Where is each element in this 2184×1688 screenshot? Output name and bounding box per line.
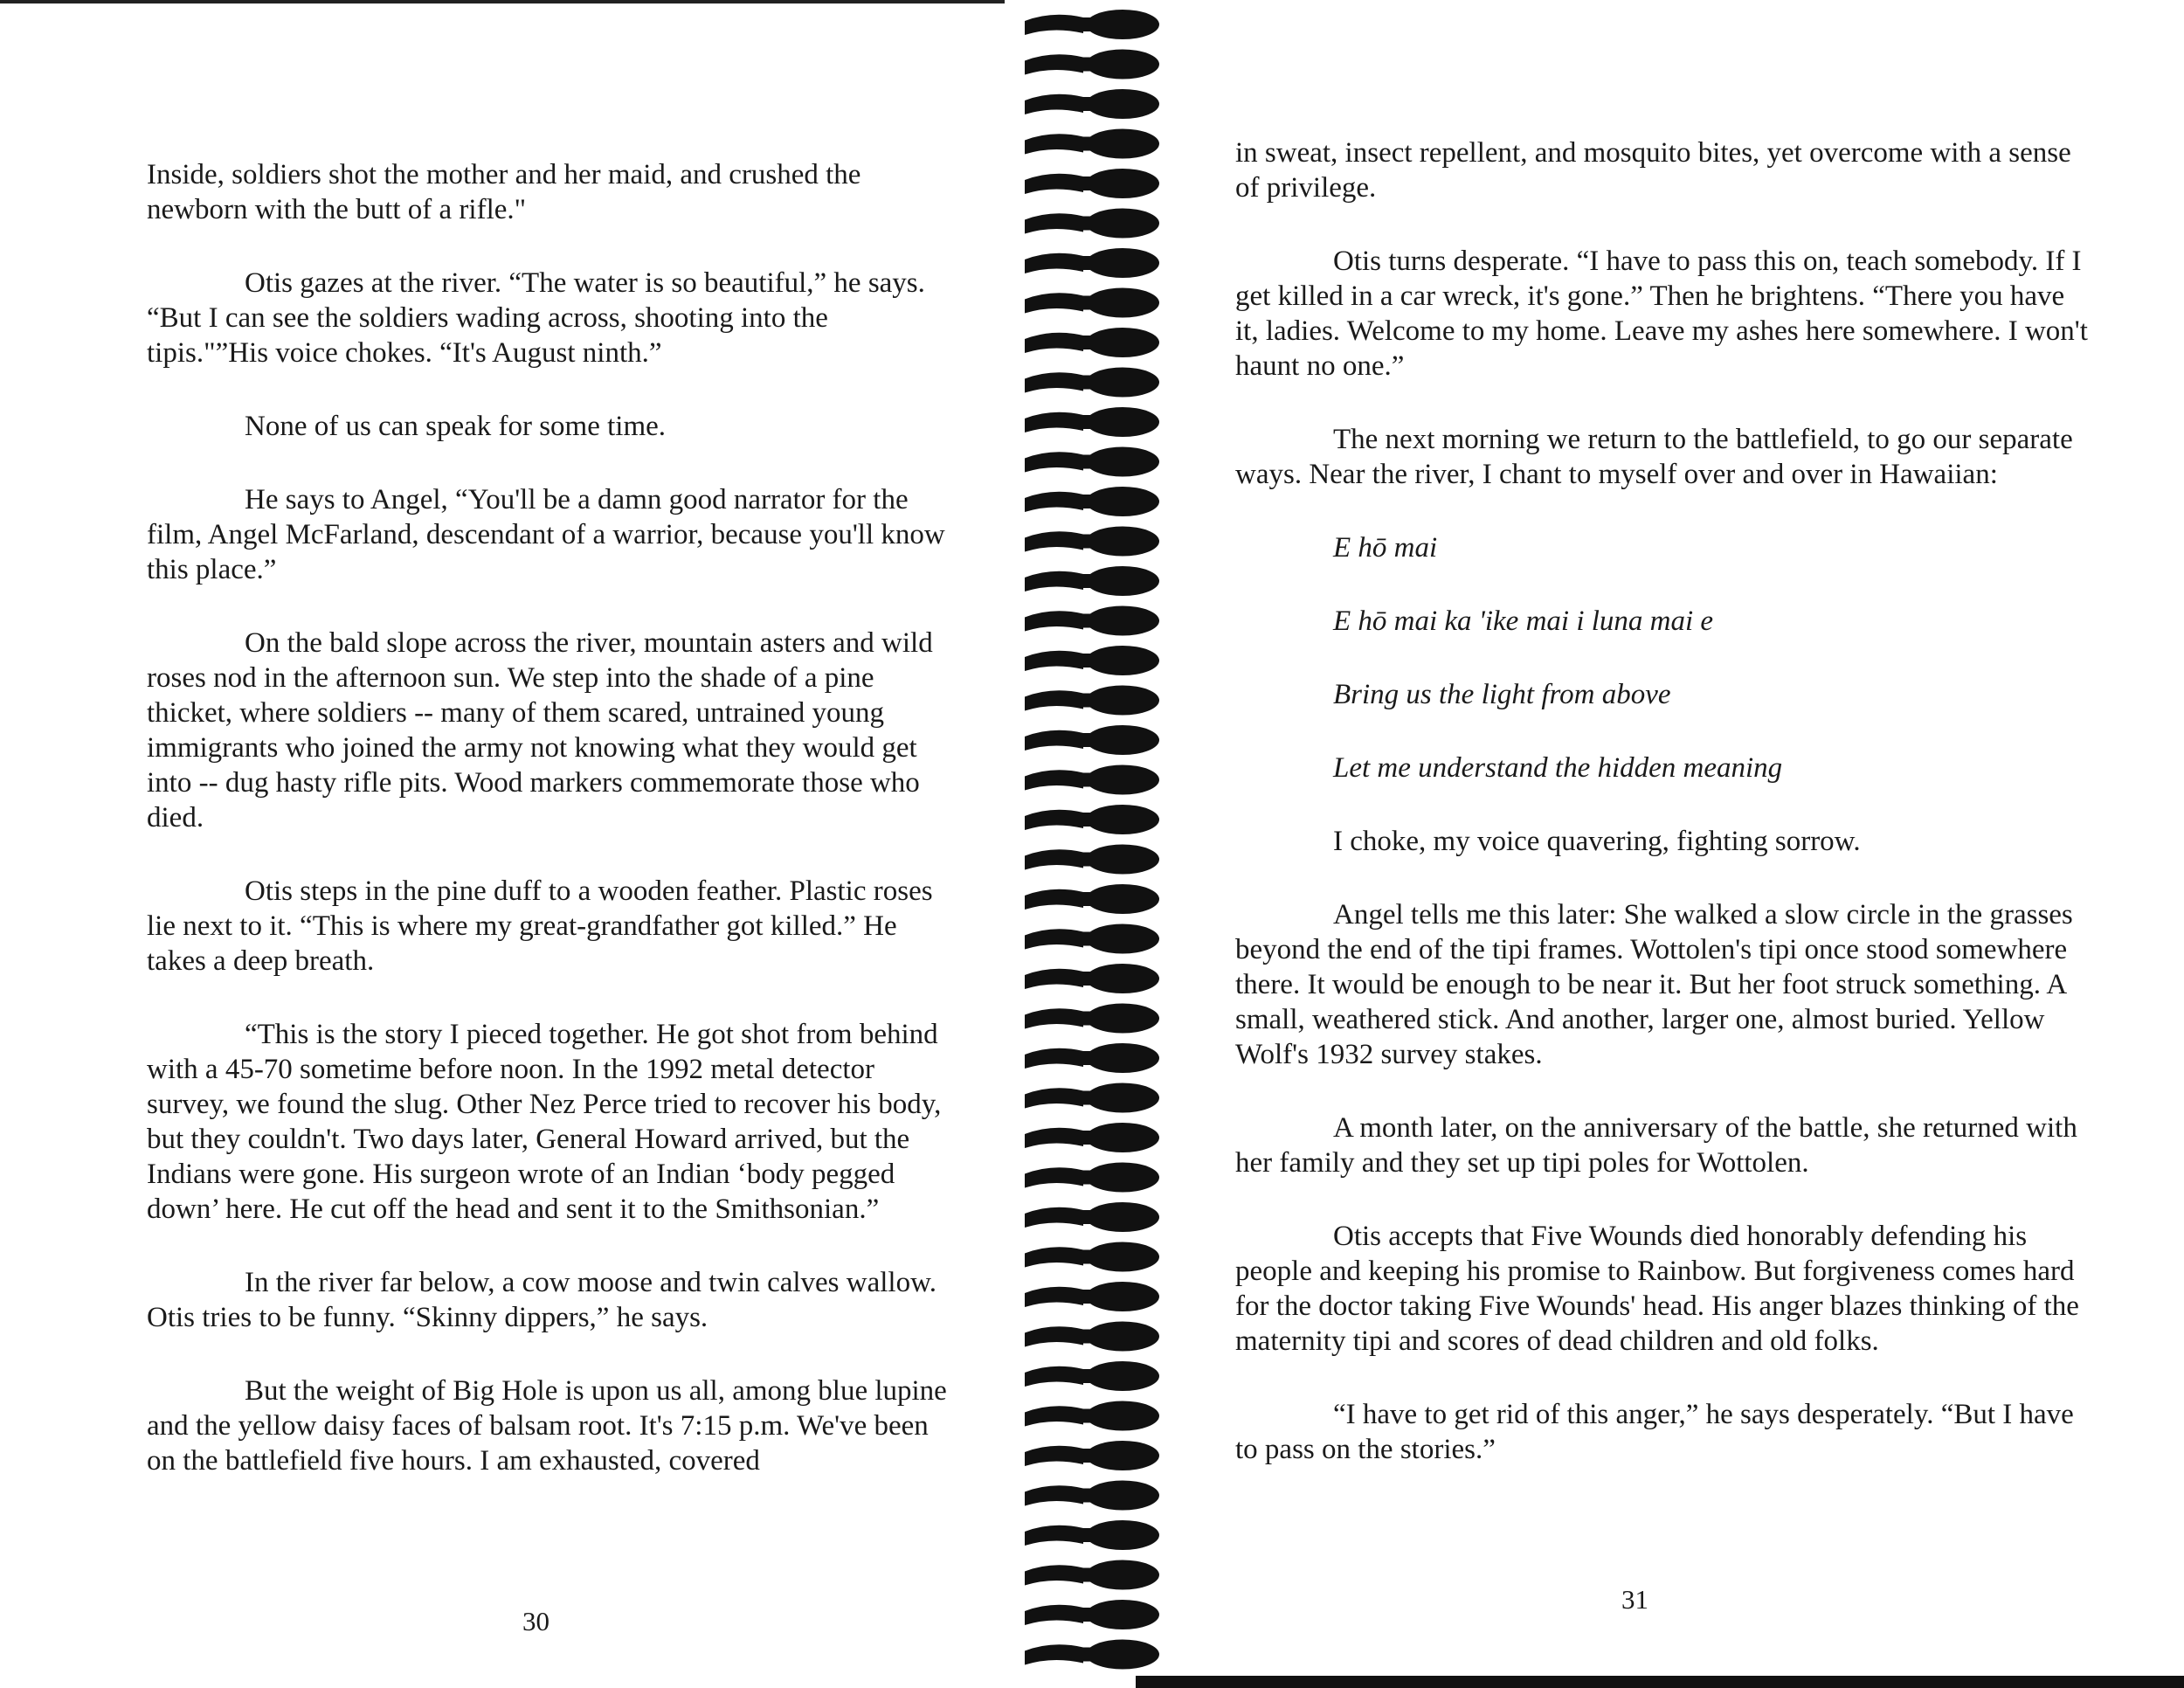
- binding-coil: [1025, 372, 1083, 392]
- paragraph: On the bald slope across the river, mountain asters and wild roses nod in the afternoon sun. We step into the shade of a pine thicket, where soldiers -- many of them scared, untrained young immigrants who joined the army not knowing what they would get into -- dug hasty rifle pits. Wood markers commemorate those who died.: [147, 627, 933, 834]
- binding-coil: [1025, 849, 1083, 869]
- paragraph: In the river far below, a cow moose and twin calves wallow. Otis tries to be funny. “Skinny dippers,” he says.: [147, 1267, 937, 1333]
- binding-coil: [1086, 328, 1159, 357]
- binding-coil: [1025, 1128, 1083, 1148]
- binding-coil: [1086, 407, 1159, 437]
- binding-coil: [1086, 248, 1159, 278]
- binding-coil: [1079, 535, 1096, 549]
- binding-coil: [1025, 134, 1083, 154]
- binding-coil: [1025, 651, 1083, 671]
- binding-coil: [1025, 770, 1083, 790]
- binding-coil: [1079, 1210, 1096, 1224]
- binding-coil: [1025, 810, 1083, 830]
- binding-coil: [1079, 1449, 1096, 1463]
- binding-coil: [1079, 733, 1096, 747]
- binding-coil: [1079, 1528, 1096, 1542]
- binding-coil: [1086, 606, 1159, 636]
- paragraph: A month later, on the anniversary of the battle, she returned with her family and they set up tipi poles for Wottolen.: [1235, 1112, 2077, 1179]
- binding-coil: [1079, 495, 1096, 508]
- binding-coil: [1079, 1409, 1096, 1423]
- binding-coil: [1086, 566, 1159, 596]
- binding-coil: [1079, 336, 1096, 349]
- paragraph: I choke, my voice quavering, fighting sorrow.: [1333, 826, 1861, 857]
- paragraph: Otis steps in the pine duff to a wooden feather. Plastic roses lie next to it. “This is where my great-grandfather got killed.” He takes a deep breath.: [147, 875, 933, 977]
- binding-coil: [1025, 1366, 1083, 1387]
- binding-coil: [1025, 1326, 1083, 1346]
- binding-coil: [1079, 773, 1096, 787]
- binding-coil: [1086, 129, 1159, 159]
- binding-coil: [1025, 333, 1083, 353]
- binding-coil: [1025, 1167, 1083, 1187]
- binding-coil: [1086, 288, 1159, 318]
- right-page: [1171, 0, 2184, 1688]
- page-number-left: 30: [522, 1606, 549, 1636]
- verse-line: E hō mai: [1333, 532, 1438, 564]
- binding-coil: [1079, 1131, 1096, 1145]
- binding-coil: [1079, 1091, 1096, 1105]
- binding-coil: [1086, 1202, 1159, 1232]
- binding-coil: [1079, 376, 1096, 390]
- binding-coil: [1025, 15, 1083, 35]
- binding-coil: [1079, 1330, 1096, 1344]
- binding-coil: [1025, 492, 1083, 512]
- binding-coil: [1086, 1163, 1159, 1193]
- binding-coil: [1086, 725, 1159, 755]
- paragraph: None of us can speak for some time.: [245, 411, 667, 442]
- binding-coil: [1086, 368, 1159, 398]
- binding-coil: [1025, 1207, 1083, 1228]
- binding-coil: [1086, 89, 1159, 119]
- binding-coil: [1025, 1287, 1083, 1307]
- binding-coil: [1086, 1640, 1159, 1670]
- binding-coil: [1025, 213, 1083, 233]
- binding-coil: [1079, 217, 1096, 231]
- verse-line: Bring us the light from above: [1333, 679, 1671, 710]
- binding-coil: [1086, 1401, 1159, 1431]
- binding-coil: [1025, 1485, 1083, 1505]
- binding-coil: [1079, 1012, 1096, 1026]
- binding-coil: [1079, 892, 1096, 906]
- binding-coil: [1086, 527, 1159, 557]
- binding-coil: [1079, 17, 1096, 31]
- binding-coil: [1079, 1250, 1096, 1264]
- binding-coil: [1086, 10, 1159, 39]
- binding-coil: [1025, 929, 1083, 949]
- binding-coil: [1086, 1083, 1159, 1113]
- binding-coil: [1025, 611, 1083, 631]
- binding-coil: [1079, 1051, 1096, 1065]
- binding-coil: [1079, 694, 1096, 708]
- paragraph: Angel tells me this later: She walked a slow circle in the grasses beyond the end of the tipi frames. Wottolen's tipi once stood somewhere there. It would be enough to be near it. But her foot struck something. A small, weathered stick. And another, larger one, almost buried. Yellow Wolf's 1932 survey stakes.: [1235, 899, 2073, 1070]
- right-page-text: [1235, 135, 2091, 1505]
- binding-coil: [1079, 654, 1096, 668]
- binding-coil: [1025, 94, 1083, 114]
- verse-line: Let me understand the hidden meaning: [1333, 752, 1783, 784]
- binding-coil: [1079, 574, 1096, 588]
- binding-coil: [1086, 1481, 1159, 1511]
- binding-coil: [1086, 646, 1159, 675]
- binding-coil: [1086, 209, 1159, 239]
- binding-coil: [1086, 686, 1159, 716]
- paragraph: He says to Angel, “You'll be a damn good narrator for the film, Angel McFarland, descendant of a warrior, because you'll know this place.”: [147, 484, 945, 585]
- binding-coil: [1086, 1361, 1159, 1391]
- binding-coil: [1079, 256, 1096, 270]
- binding-coil: [1025, 293, 1083, 313]
- binding-coil: [1079, 296, 1096, 310]
- binding-coil: [1079, 614, 1096, 628]
- binding-coil: [1079, 1489, 1096, 1503]
- binding-coil: [1079, 137, 1096, 151]
- binding-coil: [1086, 169, 1159, 198]
- binding-coil: [1086, 1282, 1159, 1311]
- binding-coil: [1086, 1441, 1159, 1470]
- binding-coil: [1079, 972, 1096, 986]
- binding-coil: [1086, 884, 1159, 914]
- binding-coil: [1025, 531, 1083, 551]
- binding-coil: [1086, 1560, 1159, 1590]
- paragraph: The next morning we return to the battlefield, to go our separate ways. Near the river, I chant to myself over and over in Hawaiian:: [1235, 424, 2073, 490]
- binding-coil: [1025, 1406, 1083, 1426]
- binding-coil: [1025, 412, 1083, 432]
- binding-coil: [1079, 1171, 1096, 1185]
- paragraph: Otis gazes at the river. “The water is so beautiful,” he says. “But I can see the soldiers wading across, shooting into the tipis."”His voice chokes. “It's August ninth.”: [147, 267, 925, 369]
- page-number-right: 31: [1621, 1584, 1648, 1615]
- binding-coil: [1079, 1568, 1096, 1582]
- left-page-text: [147, 157, 955, 1517]
- binding-coil: [1079, 1369, 1096, 1383]
- binding-coil: [1025, 253, 1083, 273]
- paragraph: Otis turns desperate. “I have to pass this on, teach somebody. If I get killed in a car wreck, it's gone.” Then he brightens. “There you have it, ladies. Welcome to my home. Leave my ashes here somewhere. I won't haunt no one.”: [1235, 246, 2088, 382]
- binding-coil: [1086, 487, 1159, 516]
- binding-coil: [1025, 1605, 1083, 1625]
- binding-coil: [1086, 447, 1159, 477]
- binding-coil: [1079, 415, 1096, 429]
- binding-coil: [1025, 1247, 1083, 1267]
- binding-coil: [1025, 969, 1083, 989]
- binding-coil: [1086, 1043, 1159, 1073]
- binding-coil: [1025, 1644, 1083, 1664]
- binding-coil: [1025, 1565, 1083, 1585]
- binding-coil: [1025, 730, 1083, 751]
- binding-coil: [1025, 889, 1083, 910]
- binding-coil: [1025, 54, 1083, 74]
- binding-coil: [1079, 97, 1096, 111]
- binding-coil: [1079, 853, 1096, 867]
- binding-coil: [1025, 1525, 1083, 1546]
- paragraph: in sweat, insect repellent, and mosquito bites, yet overcome with a sense of privilege.: [1235, 137, 2071, 204]
- binding-coil: [1079, 1608, 1096, 1622]
- binding-coil: [1079, 176, 1096, 190]
- paragraph: “This is the story I pieced together. He got shot from behind with a 45-70 sometime before noon. In the 1992 metal detector survey, we found the slug. Other Nez Perce tried to recover his body, but they couldn't. Two days later, General Howard arrived, but the Indians were gone. His surgeon wrote of an Indian ‘body pegged down’ here. He cut off the head and sent it to the Smithsonian.”: [147, 1019, 942, 1225]
- binding-coil: [1086, 1520, 1159, 1550]
- paragraph: Otis accepts that Five Wounds died honorably defending his people and keeping his promise to Rainbow. But forgiveness comes hard for the doctor taking Five Wounds' head. His anger blazes thinking of the maternity tipi and scores of dead children and old folks.: [1235, 1221, 2079, 1357]
- spiral-binding: [1018, 0, 1166, 1688]
- binding-coil: [1025, 1008, 1083, 1028]
- paragraph: “I have to get rid of this anger,” he says desperately. “But I have to pass on the stories.”: [1235, 1399, 2074, 1465]
- binding-coil: [1025, 571, 1083, 591]
- binding-coil: [1086, 1600, 1159, 1629]
- binding-coil: [1086, 924, 1159, 954]
- verse-line: E hō mai ka 'ike mai i luna mai e: [1333, 605, 1714, 637]
- binding-coil: [1086, 805, 1159, 834]
- binding-coil: [1025, 1446, 1083, 1466]
- binding-coil: [1079, 455, 1096, 469]
- binding-coil: [1086, 845, 1159, 875]
- binding-coil: [1086, 1123, 1159, 1152]
- binding-coil: [1025, 1048, 1083, 1069]
- binding-coil: [1079, 1290, 1096, 1304]
- binding-coil: [1086, 765, 1159, 795]
- binding-coil: [1025, 690, 1083, 710]
- binding-coil: [1086, 1004, 1159, 1034]
- paragraph: Inside, soldiers shot the mother and her maid, and crushed the newborn with the butt of a rifle.": [147, 159, 861, 225]
- binding-coil: [1025, 452, 1083, 472]
- left-page: [0, 0, 1013, 1688]
- paragraph: But the weight of Big Hole is upon us all, among blue lupine and the yellow daisy faces of balsam root. It's 7:15 p.m. We've been on the battlefield five hours. I am exhausted, covered: [147, 1375, 947, 1477]
- binding-coil: [1086, 964, 1159, 993]
- binding-coil: [1079, 813, 1096, 827]
- binding-coil: [1079, 1648, 1096, 1662]
- binding-coil: [1025, 1088, 1083, 1108]
- binding-coil: [1086, 1322, 1159, 1352]
- binding-coil: [1086, 1242, 1159, 1272]
- binding-coil: [1025, 174, 1083, 194]
- binding-coil: [1079, 932, 1096, 946]
- binding-coil: [1086, 50, 1159, 80]
- binding-coil: [1079, 58, 1096, 72]
